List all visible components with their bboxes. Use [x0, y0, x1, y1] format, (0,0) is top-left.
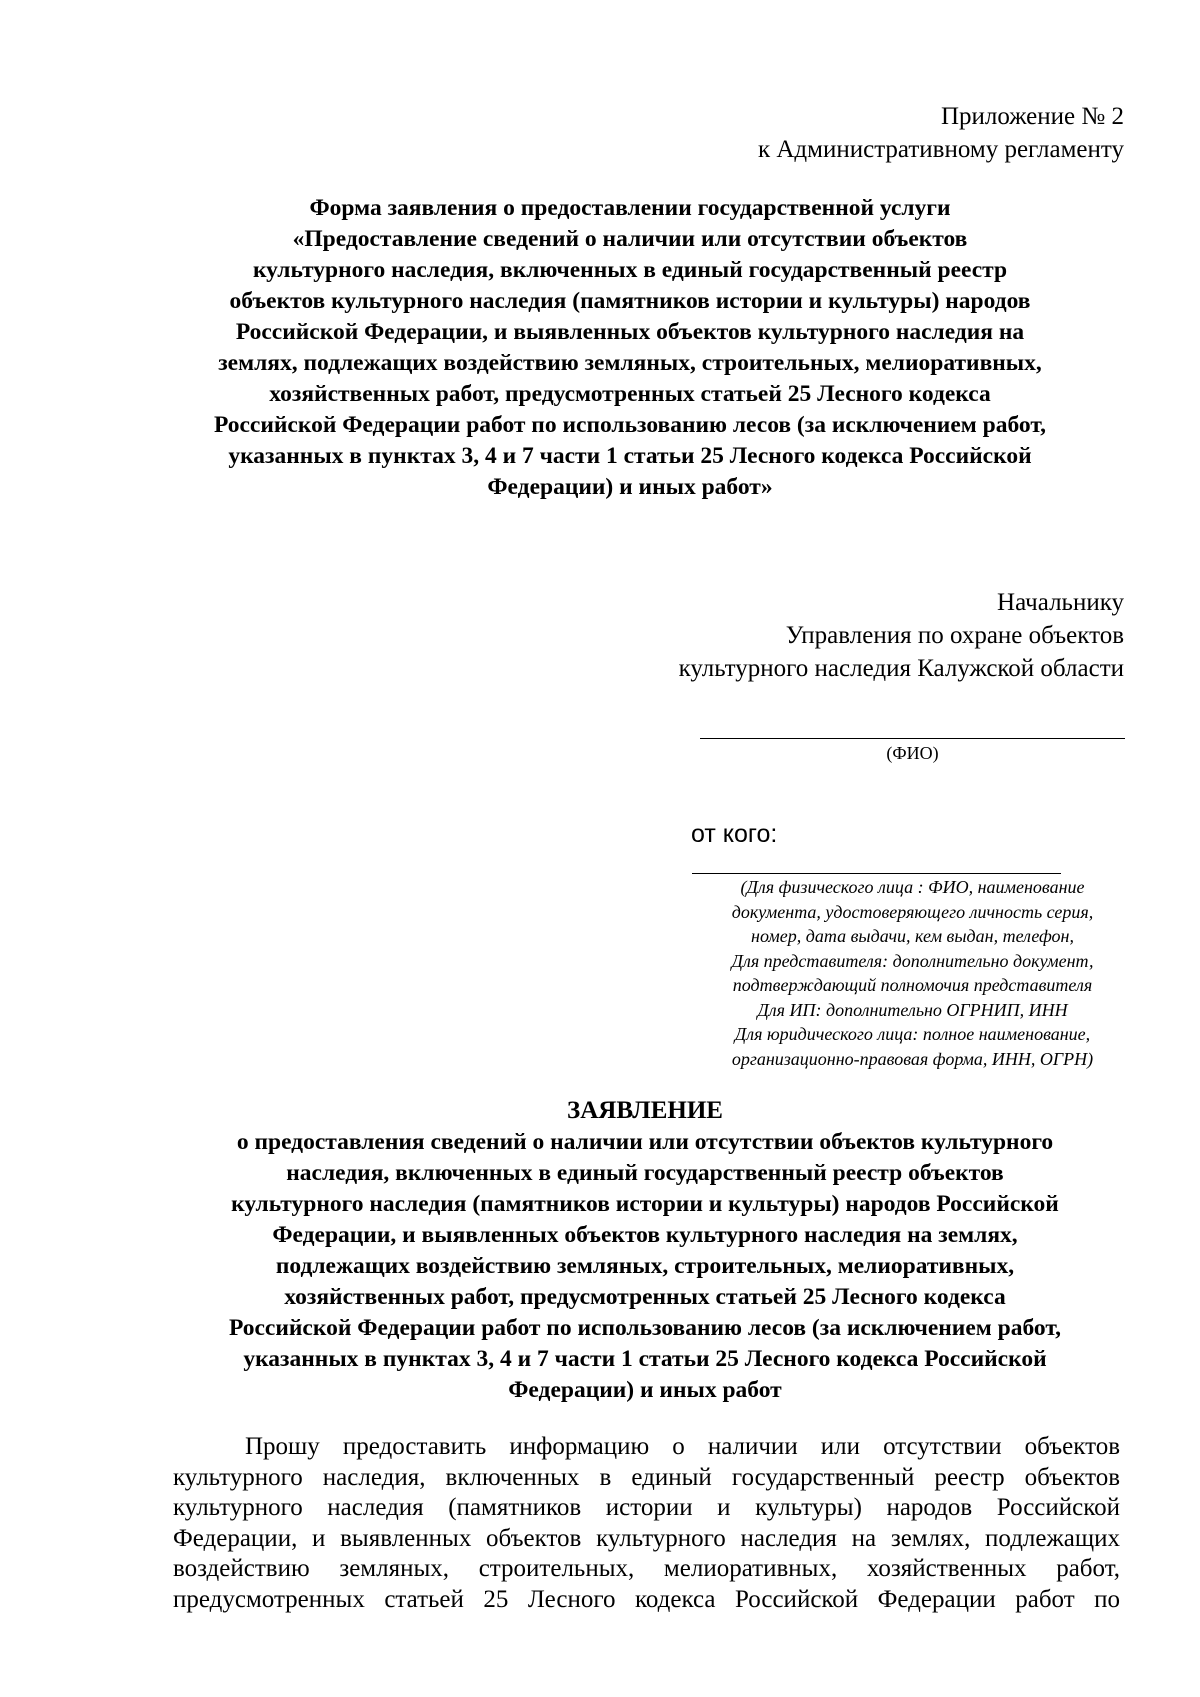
form-title-line: указанных в пунктах 3, 4 и 7 части 1 статьи 25 Лесного кодекса Российской	[228, 443, 1032, 469]
fio-caption: (ФИО)	[886, 743, 939, 763]
recipient-block	[679, 586, 1124, 685]
from-hint-line: Для юридического лица: полное наименование,	[734, 1024, 1091, 1044]
form-title-line: Российской Федерации работ по использованию лесов (за исключением работ,	[213, 412, 1047, 438]
body-paragraph-line: предусмотренных статьей 25 Лесного кодекса Российской Федерации работ по	[173, 1585, 1120, 1613]
body-paragraph-line: культурного наследия, включенных в единый государственный реестр объектов	[173, 1463, 1120, 1491]
fio-field-line[interactable]	[700, 738, 1125, 739]
from-hint-line: документа, удостоверяющего личность серия,	[731, 901, 1094, 922]
statement-subtitle-line: подлежащих воздействию земляных, строительных, мелиоративных,	[275, 1253, 1015, 1279]
statement-subtitle-line: культурного наследия (памятников истории и культуры) народов Российской	[231, 1191, 1059, 1217]
statement-subtitle-line: Федерации) и иных работ	[508, 1377, 782, 1403]
from-field-line[interactable]	[692, 873, 1061, 874]
body-paragraph-line: Прошу предоставить информацию о наличии или отсутствии объектов	[245, 1433, 1120, 1460]
statement-subtitle-line: указанных в пунктах 3, 4 и 7 части 1 статьи 25 Лесного кодекса Российской	[243, 1346, 1047, 1372]
form-title	[170, 193, 1090, 503]
statement-subtitle	[150, 1127, 1140, 1406]
from-hint-line: Для ИП: дополнительно ОГРНИП, ИНН	[757, 999, 1068, 1020]
form-title-line: объектов культурного наследия (памятников истории и культуры) народов	[229, 288, 1031, 314]
form-title-line: «Предоставление сведений о наличии или отсутствии объектов	[292, 226, 968, 252]
appendix-header	[758, 100, 1124, 166]
statement-subtitle-line: Федерации, и выявленных объектов культурного наследия на землях,	[272, 1222, 1018, 1248]
statement-body	[173, 1432, 1120, 1615]
form-title-line: хозяйственных работ, предусмотренных статьей 25 Лесного кодекса	[269, 381, 991, 407]
from-label: от кого:	[691, 820, 778, 848]
statement-subtitle-line: наследия, включенных в единый государственный реестр объектов	[286, 1160, 1004, 1186]
recipient-department-cont: культурного наследия Калужской области	[678, 655, 1124, 682]
from-hint-line: (Для физического лица : ФИО, наименование	[740, 877, 1085, 897]
statement-subtitle-line: о предоставления сведений о наличии или отсутствии объектов культурного	[236, 1129, 1054, 1155]
form-title-line: культурного наследия, включенных в единый государственный реестр	[252, 257, 1008, 283]
appendix-number: Приложение № 2	[940, 103, 1124, 130]
from-hint-line: подтверждающий полномочия представителя	[732, 975, 1093, 995]
statement-heading: ЗАЯВЛЕНИЕ	[567, 1097, 723, 1124]
statement-subtitle-line: хозяйственных работ, предусмотренных статьей 25 Лесного кодекса	[284, 1284, 1006, 1310]
from-hint-line: организационно-правовая форма, ИНН, ОГРН)	[731, 1048, 1094, 1069]
form-title-line: Российской Федерации, и выявленных объектов культурного наследия на	[235, 319, 1025, 345]
body-paragraph-line: культурного наследия (памятников истории и культуры) народов Российской	[173, 1494, 1120, 1521]
form-title-line: Форма заявления о предоставлении государственной услуги	[309, 195, 951, 221]
statement-subtitle-line: Российской Федерации работ по использованию лесов (за исключением работ,	[228, 1315, 1062, 1341]
appendix-reference: к Административному регламенту	[757, 136, 1124, 163]
from-hint	[690, 875, 1135, 1071]
recipient-position: Начальнику	[997, 589, 1124, 616]
form-title-line: землях, подлежащих воздействию земляных, строительных, мелиоративных,	[218, 350, 1042, 376]
body-paragraph-line: воздействию земляных, строительных, мелиоративных, хозяйственных работ,	[173, 1555, 1120, 1582]
from-hint-line: Для представителя: дополнительно документ,	[731, 950, 1094, 971]
from-hint-line: номер, дата выдачи, кем выдан, телефон,	[751, 926, 1074, 946]
recipient-department: Управления по охране объектов	[785, 622, 1124, 649]
form-title-line: Федерации) и иных работ»	[487, 474, 773, 500]
body-paragraph-line: Федерации, и выявленных объектов культурного наследия на землях, подлежащих	[173, 1524, 1120, 1552]
